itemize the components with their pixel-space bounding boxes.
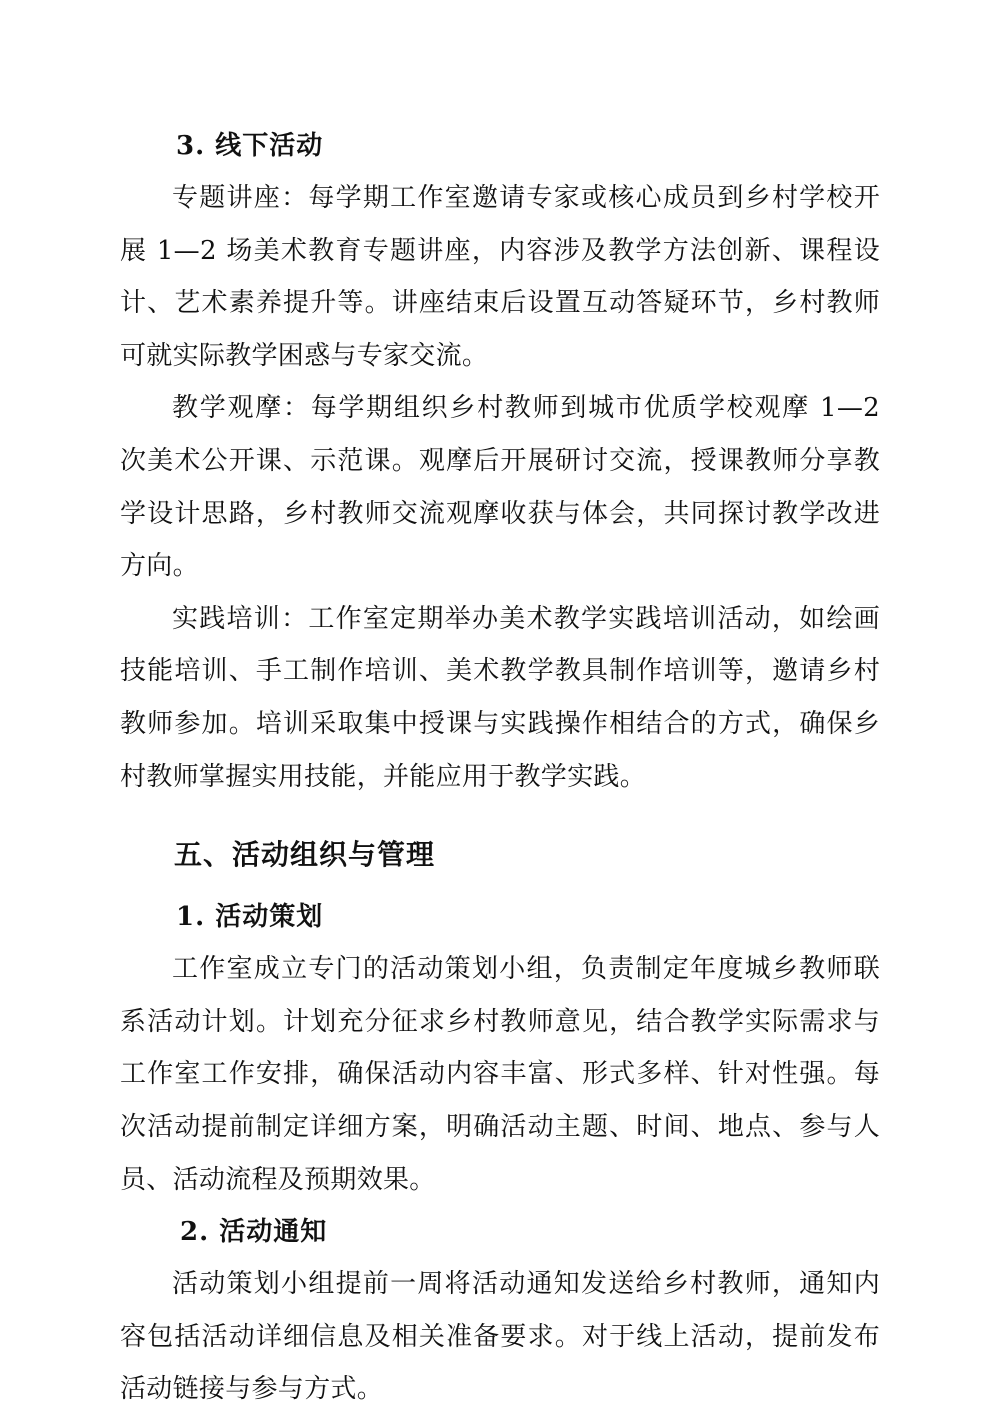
organization-management-heading: 五、活动组织与管理 xyxy=(174,838,436,872)
offline-activities-heading: 3. 线下活动 xyxy=(176,131,324,161)
document-page xyxy=(120,120,880,1416)
observation-paragraph: 教学观摩：每学期组织乡村教师到城市优质学校观摩 1—2 次美术公开课、示范课。观摩后开展研讨交流，授课教师分享教学设计思路，乡村教师交流观摩收获与体会，共同探讨教学改进方向。 xyxy=(120,393,880,582)
planning-paragraph: 工作室成立专门的活动策划小组，负责制定年度城乡教师联系活动计划。计划充分征求乡村教师意见，结合教学实际需求与工作室工作安排，确保活动内容丰富、形式多样、针对性强。每次活动提前制定详细方案，明确活动主题、时间、地点、参与人员、活动流程及预期效果。 xyxy=(120,954,880,1195)
notice-heading: 2. 活动通知 xyxy=(180,1217,328,1248)
planning-heading: 1. 活动策划 xyxy=(176,902,324,933)
lecture-paragraph: 专题讲座：每学期工作室邀请专家或核心成员到乡村学校开展 1—2 场美术教育专题讲座，内容涉及教学方法创新、课程设计、艺术素养提升等。讲座结束后设置互动答疑环节，乡村教师可就实际教学困惑与专家交流。 xyxy=(120,183,880,371)
notice-paragraph: 活动策划小组提前一周将活动通知发送给乡村教师，通知内容包括活动详细信息及相关准备要求。对于线上活动，提前发布活动链接与参与方式。 xyxy=(120,1269,880,1405)
training-paragraph: 实践培训：工作室定期举办美术教学实践培训活动，如绘画技能培训、手工制作培训、美术教学教具制作培训等，邀请乡村教师参加。培训采取集中授课与实践操作相结合的方式，确保乡村教师掌握实用技能，并能应用于教学实践。 xyxy=(120,603,880,792)
